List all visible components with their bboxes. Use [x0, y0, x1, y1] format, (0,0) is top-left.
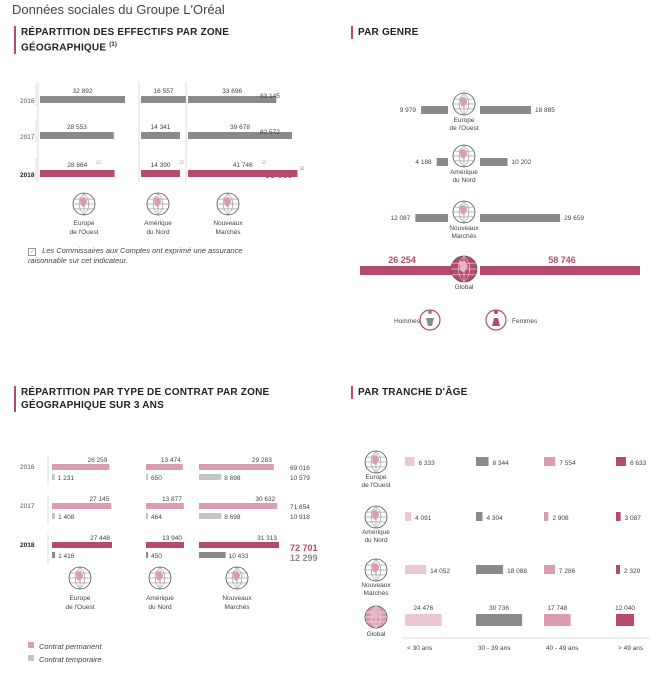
- total-temporaire-2017: 10 918: [290, 514, 310, 521]
- bar-age-3-1: [476, 614, 522, 626]
- value-label-age-0-0: 6 333: [418, 460, 435, 467]
- total-label-2017: 82 572: [260, 129, 280, 136]
- legend-item-temporaire: [28, 649, 102, 662]
- category-label-global: Global: [366, 631, 386, 638]
- value-label-permanent-2017-2: 30 632: [255, 496, 276, 503]
- category-label-line2-0: de l'Ouest: [449, 125, 479, 132]
- zone-label-line2-0: de l'Ouest: [69, 229, 99, 236]
- value-label-temporaire-2018-0: 1 416: [58, 553, 75, 560]
- category-label-line1-2: Nouveaux: [449, 225, 479, 232]
- value-label-temporaire-2018-1: 450: [151, 553, 162, 560]
- bar-hommes-0: [421, 106, 448, 114]
- zone-label-line1-0: Europe: [73, 220, 95, 227]
- bar-age-1-2: [544, 512, 548, 521]
- globe-icon: [226, 567, 248, 589]
- total-permanent-2018: 72 701: [290, 543, 318, 553]
- legend-contrat: [28, 636, 102, 662]
- chart-par-genre: [340, 80, 669, 340]
- value-label-hommes-0: 9 979: [399, 107, 417, 114]
- value-label-permanent-2018-2: 31 313: [257, 535, 277, 542]
- value-label-age-2-3: 2 320: [624, 568, 641, 575]
- value-label-age-0-3: 6 633: [629, 460, 647, 467]
- globe-icon: [69, 567, 91, 589]
- bar-age-0-3: [616, 457, 626, 466]
- bar-femmes-global: [480, 266, 640, 275]
- value-label-permanent-2016-2: 29 283: [251, 457, 272, 464]
- value-label-femmes-global: 58 746: [548, 255, 576, 265]
- value-label-2017-zone-1: 14 341: [150, 124, 171, 131]
- bar-age-2-3: [616, 565, 620, 574]
- total-temporaire-2018: 12 299: [290, 553, 318, 563]
- section-title-age: [351, 386, 467, 399]
- category-label-line2-0: de l'Ouest: [361, 482, 391, 489]
- globe-icon: [147, 193, 169, 215]
- verified-check-icon: ☑: [96, 160, 101, 166]
- bar-hommes-1: [437, 158, 448, 166]
- zone-label-line2-1: du Nord: [146, 229, 170, 236]
- value-label-2018-zone-1: 14 390: [150, 162, 171, 169]
- total-permanent-2016: 69 016: [290, 465, 310, 472]
- bar-age-0-2: [544, 457, 555, 466]
- zone-label-line1-2: Nouveaux: [213, 220, 243, 227]
- bar-2018-zone-1: [141, 170, 180, 177]
- section-title-effectifs: [14, 26, 271, 54]
- value-label-temporaire-2017-0: 1 408: [58, 514, 75, 521]
- category-label-line2-1: du Nord: [364, 537, 388, 544]
- verified-check-icon: ✓: [29, 249, 35, 255]
- category-label-line2-1: du Nord: [452, 177, 476, 184]
- globe-icon: [365, 506, 387, 528]
- zone-label-line1-1: Amérique: [144, 220, 172, 227]
- category-label-line1-2: Nouveaux: [361, 582, 391, 589]
- value-label-permanent-2017-0: 27 145: [89, 496, 110, 503]
- bar-permanent-2018-zone-0: [52, 542, 112, 548]
- zone-label-line2-1: du Nord: [148, 604, 172, 611]
- age-group-label-3: > 49 ans: [618, 645, 644, 652]
- bar-age-1-0: [405, 512, 411, 521]
- section-title-age-text: PAR TRANCHE D'ÂGE: [358, 387, 468, 398]
- value-label-2017-zone-0: 28 553: [66, 124, 87, 131]
- value-label-age-2-1: 18 088: [507, 568, 528, 575]
- category-label-line1-0: Europe: [365, 474, 387, 481]
- globe-icon: [365, 559, 387, 581]
- year-label-2016: 2016: [20, 98, 35, 105]
- value-label-age-1-1: 4 304: [486, 515, 503, 522]
- year-label-2018: 2018: [20, 172, 35, 179]
- bar-2018-zone-0: [40, 170, 115, 177]
- category-label-line1-0: Europe: [453, 117, 475, 124]
- bar-age-2-0: [405, 565, 426, 574]
- age-group-label-0: < 30 ans: [407, 645, 433, 652]
- age-group-label-1: 30 - 39 ans: [478, 645, 511, 652]
- globe-icon: [217, 193, 239, 215]
- zone-label-line2-2: Marchés: [224, 604, 250, 611]
- value-label-femmes-1: 10 202: [511, 159, 532, 166]
- zone-label-line2-0: de l'Ouest: [65, 604, 95, 611]
- globe-icon: [149, 567, 171, 589]
- value-label-permanent-2017-1: 13 877: [161, 496, 182, 503]
- chart-type-contrat: [0, 450, 340, 625]
- globe-icon: [453, 201, 475, 223]
- bar-permanent-2017-zone-1: [146, 503, 184, 509]
- bar-age-0-1: [476, 457, 489, 466]
- bar-permanent-2016-zone-2: [199, 464, 274, 470]
- bar-temporaire-2016-zone-2: [199, 474, 221, 480]
- bar-temporaire-2018-zone-1: [146, 552, 148, 558]
- value-label-permanent-2016-1: 13 474: [160, 457, 181, 464]
- value-label-2016-zone-2: 33 696: [222, 88, 243, 95]
- bar-age-0-0: [405, 457, 414, 466]
- bar-femmes-1: [480, 158, 508, 166]
- value-label-2017-zone-2: 39 678: [230, 124, 250, 131]
- zone-label-line1-2: Nouveaux: [222, 595, 252, 602]
- bar-permanent-2017-zone-0: [52, 503, 111, 509]
- value-label-age-3-0: 24 476: [413, 605, 434, 612]
- value-label-hommes-1: 4 188: [415, 159, 432, 166]
- value-label-2018-zone-0: 28 864: [67, 162, 88, 169]
- category-label-line2-2: Marchés: [363, 590, 389, 597]
- verified-check-icon: ☑: [179, 160, 185, 166]
- value-label-temporaire-2016-2: 8 698: [224, 475, 241, 482]
- value-label-temporaire-2017-1: 464: [151, 514, 162, 521]
- year-label-2018: 2018: [20, 542, 35, 549]
- section-title-genre: [351, 26, 419, 39]
- value-label-femmes-0: 18 885: [534, 107, 555, 114]
- bar-permanent-2016-zone-1: [146, 464, 183, 470]
- total-label-2018: 85 000: [265, 170, 293, 180]
- value-label-age-3-3: 12 040: [615, 605, 635, 612]
- verified-check-icon: ☑: [300, 166, 305, 172]
- bar-hommes-global: [360, 266, 452, 275]
- value-label-temporaire-2017-2: 8 698: [224, 514, 241, 521]
- year-label-2017: 2017: [20, 134, 35, 141]
- value-label-temporaire-2016-0: 1 231: [57, 475, 74, 482]
- year-label-2017: 2017: [20, 503, 35, 510]
- bar-temporaire-2016-zone-1: [146, 474, 148, 480]
- legend-label-femmes: Femmes: [512, 318, 538, 325]
- total-temporaire-2016: 10 579: [290, 475, 310, 482]
- value-label-permanent-2018-1: 13 940: [162, 535, 182, 542]
- bar-2016-zone-0: [40, 96, 125, 103]
- bar-temporaire-2017-zone-1: [146, 513, 148, 519]
- category-label-line1-1: Amérique: [450, 169, 478, 176]
- bar-age-3-3: [616, 614, 634, 626]
- value-label-permanent-2016-0: 26 259: [87, 457, 108, 464]
- globe-icon: [365, 451, 387, 473]
- category-label-line2-2: Marchés: [451, 233, 477, 240]
- bar-permanent-2016-zone-0: [52, 464, 109, 470]
- section-title-footnote: (1): [109, 42, 118, 48]
- verification-note-text: Les Commissaires aux Comptes ont exprimé une assurance raisonnable sur cet indicateur.: [28, 246, 243, 265]
- verification-note: [28, 246, 263, 266]
- globe-icon: [365, 606, 387, 628]
- zone-label-line1-0: Europe: [69, 595, 91, 602]
- category-label-global: Global: [454, 284, 474, 291]
- value-label-age-3-2: 17 748: [547, 605, 568, 612]
- value-label-hommes-2: 12 087: [390, 215, 411, 222]
- chart-effectifs-par-zone: [0, 70, 330, 270]
- bar-temporaire-2017-zone-0: [52, 513, 55, 519]
- legend-label-hommes: Hommes: [393, 318, 420, 325]
- bar-temporaire-2018-zone-2: [199, 552, 226, 558]
- bar-temporaire-2016-zone-0: [52, 474, 55, 480]
- section-title-contrat-text: RÉPARTITION PAR TYPE DE CONTRAT PAR ZONE GÉOGRAPHIQUE SUR 3 ANS: [21, 387, 270, 411]
- total-permanent-2017: 71 654: [290, 504, 310, 511]
- bar-age-1-3: [616, 512, 621, 521]
- bar-femmes-2: [480, 214, 560, 222]
- value-label-2016-zone-1: 16 557: [153, 88, 174, 95]
- globe-icon: [451, 256, 477, 282]
- bar-2017-zone-1: [141, 132, 180, 139]
- value-label-2016-zone-0: 32 892: [72, 88, 93, 95]
- bar-2016-zone-1: [141, 96, 186, 103]
- page-title: Données sociales du Groupe L'Oréal: [12, 2, 225, 17]
- globe-icon: [453, 93, 475, 115]
- bar-hommes-2: [415, 214, 448, 222]
- chart-par-age: [340, 440, 669, 670]
- legend-item-permanent: [28, 636, 102, 649]
- value-label-age-1-3: 3 087: [624, 515, 641, 522]
- bar-permanent-2018-zone-2: [199, 542, 279, 548]
- total-label-2016: 83 145: [260, 93, 280, 100]
- bar-age-2-1: [476, 565, 503, 574]
- value-label-age-1-2: 2 908: [552, 515, 569, 522]
- bar-permanent-2017-zone-2: [199, 503, 277, 509]
- value-label-age-0-2: 7 554: [559, 460, 576, 467]
- bar-temporaire-2018-zone-0: [52, 552, 55, 558]
- value-label-temporaire-2016-1: 650: [151, 475, 162, 482]
- age-group-label-2: 40 - 49 ans: [546, 645, 579, 652]
- bar-femmes-0: [480, 106, 531, 114]
- zone-label-line2-2: Marchés: [215, 229, 241, 236]
- bar-age-3-2: [544, 614, 571, 626]
- legend-swatch-permanent: [28, 642, 34, 648]
- value-label-permanent-2018-0: 27 448: [90, 535, 110, 542]
- verified-check-icon: ☑: [261, 160, 267, 166]
- section-title-contrat: [14, 386, 286, 412]
- section-title-effectifs-text: RÉPARTITION DES EFFECTIFS PAR ZONE GÉOGRAPHIQUE: [21, 27, 230, 54]
- year-label-2016: 2016: [20, 464, 35, 471]
- globe-icon: [453, 145, 475, 167]
- legend-swatch-temporaire: [28, 655, 34, 661]
- value-label-femmes-2: 29 659: [564, 215, 584, 222]
- value-label-temporaire-2018-2: 10 433: [228, 553, 249, 560]
- bar-2017-zone-0: [40, 132, 114, 139]
- value-label-age-3-1: 30 736: [489, 605, 509, 612]
- legend-label-permanent: Contrat permanent: [39, 642, 102, 651]
- bar-age-3-0: [405, 614, 442, 626]
- value-label-hommes-global: 26 254: [388, 255, 416, 265]
- bar-age-2-2: [544, 565, 555, 574]
- category-label-line1-1: Amérique: [362, 529, 390, 536]
- value-label-age-0-1: 8 344: [492, 460, 509, 467]
- zone-label-line1-1: Amérique: [146, 595, 174, 602]
- legend-label-temporaire: Contrat temporaire: [39, 655, 102, 664]
- value-label-age-2-2: 7 286: [558, 568, 576, 575]
- section-title-genre-text: PAR GENRE: [358, 27, 419, 38]
- value-label-2018-zone-2: 41 746: [232, 162, 253, 169]
- bar-temporaire-2017-zone-2: [199, 513, 221, 519]
- globe-icon: [73, 193, 95, 215]
- bar-permanent-2018-zone-1: [146, 542, 184, 548]
- value-label-age-1-0: 4 091: [415, 515, 432, 522]
- bar-age-1-1: [476, 512, 482, 521]
- value-label-age-2-0: 14 052: [430, 568, 450, 575]
